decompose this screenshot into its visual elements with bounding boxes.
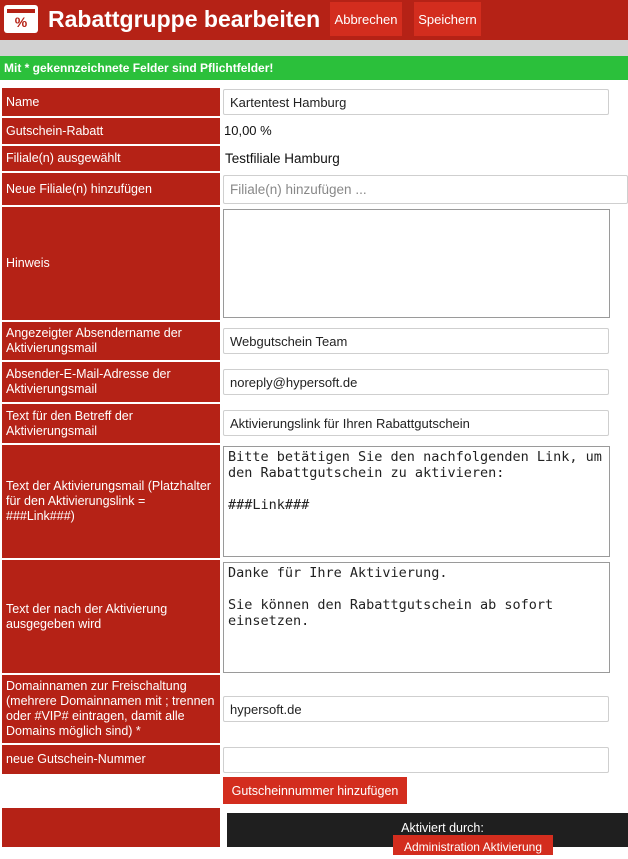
- activated-by-row-label: [2, 808, 220, 847]
- voucher-icon-percent: %: [14, 14, 28, 30]
- discount-value: 10,00 %: [224, 123, 272, 138]
- sender-email-label: Absender-E-Mail-Adresse der Aktivierungsmail: [2, 362, 220, 402]
- separator-bar: [0, 40, 628, 56]
- after-activation-text-label: Text der nach der Aktivierung ausgegeben wird: [2, 560, 220, 673]
- add-branches-label: Neue Filiale(n) hinzufügen: [2, 173, 220, 205]
- add-branches-input[interactable]: [223, 175, 628, 204]
- page-title: Rabattgruppe bearbeiten: [48, 6, 321, 32]
- activation-mail-textarea[interactable]: [223, 446, 610, 557]
- selected-branch-value: Testfiliale Hamburg: [225, 151, 340, 166]
- sender-email-input[interactable]: [223, 369, 609, 395]
- save-button[interactable]: Speichern: [414, 2, 481, 36]
- subject-label: Text für den Betreff der Aktivierungsmail: [2, 404, 220, 443]
- activated-by-label: Aktiviert durch:: [401, 821, 484, 835]
- header-bar: [0, 0, 628, 40]
- subject-input[interactable]: [223, 410, 609, 436]
- after-activation-textarea[interactable]: [223, 562, 610, 673]
- voucher-icon: [4, 5, 38, 33]
- required-fields-notice: Mit * gekennzeichnete Felder sind Pflichtfelder!: [0, 56, 628, 80]
- discount-label: Gutschein-Rabatt: [2, 118, 220, 144]
- domains-label: Domainnamen zur Freischaltung (mehrere Domainnamen mit ; trennen oder #VIP# eintragen, damit alle Domains möglich sind) *: [2, 675, 220, 743]
- add-voucher-number-button[interactable]: Gutscheinnummer hinzufügen: [223, 777, 407, 804]
- new-voucher-number-label: neue Gutschein-Nummer: [2, 745, 220, 774]
- note-label: Hinweis: [2, 207, 220, 320]
- new-voucher-number-input[interactable]: [223, 747, 609, 773]
- sender-name-input[interactable]: [223, 328, 609, 354]
- domains-input[interactable]: [223, 696, 609, 722]
- activation-admin-button[interactable]: Administration Aktivierung: [393, 835, 553, 855]
- name-label: Name: [2, 88, 220, 116]
- activation-mail-text-label: Text der Aktivierungsmail (Platzhalter für den Aktivierungslink = ###Link###): [2, 445, 220, 558]
- selected-branches-label: Filiale(n) ausgewählt: [2, 146, 220, 171]
- note-textarea[interactable]: [223, 209, 610, 318]
- sender-name-label: Angezeigter Absendername der Aktivierungsmail: [2, 322, 220, 360]
- cancel-button[interactable]: Abbrechen: [330, 2, 402, 36]
- activated-by-panel: [227, 813, 628, 854]
- name-input[interactable]: [223, 89, 609, 115]
